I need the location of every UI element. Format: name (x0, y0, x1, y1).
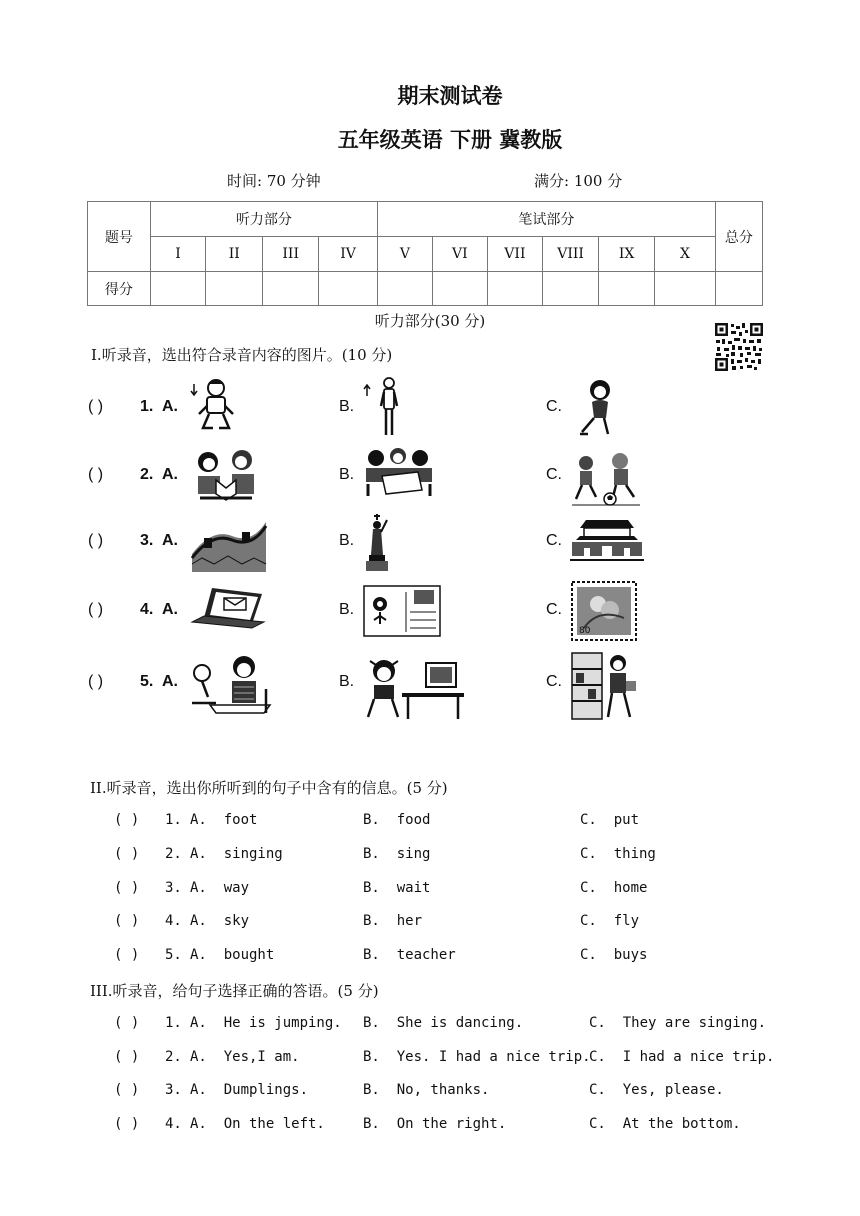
option-label: A. (162, 601, 178, 618)
page-title: 期末测试卷 (397, 84, 503, 108)
option-a: A. bought (190, 947, 275, 964)
section-1-heading: I.听录音，选出符合录音内容的图片。(10 分) (91, 346, 393, 364)
girl-dancing-icon[interactable] (570, 378, 620, 442)
question-number: 4. (165, 1116, 182, 1133)
question-numeral-3: III (263, 237, 319, 272)
option-label: B. (339, 673, 355, 690)
score-cell-5[interactable] (378, 272, 433, 306)
option-label: C. (546, 466, 562, 483)
laptop-email-icon[interactable] (190, 584, 268, 642)
question-numeral-2: II (206, 237, 263, 272)
question-number: 3. (165, 879, 182, 896)
option-c: C. home (580, 879, 648, 896)
score-table (87, 201, 763, 306)
option-a: A. Yes,I am. (190, 1048, 300, 1065)
option-a: A. singing (190, 845, 283, 862)
exam-time: 时间: 70 分钟 (227, 172, 321, 190)
exam-full-score: 满分: 100 分 (534, 172, 623, 190)
great-wall-icon[interactable] (190, 514, 268, 576)
question-number: 1. (165, 812, 182, 828)
question-numeral-10: X (655, 237, 716, 272)
question-number-header: 题号 (88, 202, 151, 272)
option-c: C. put (580, 812, 640, 828)
score-cell-9[interactable] (599, 272, 655, 306)
score-cell-1[interactable] (150, 272, 206, 306)
option-label: B. (339, 398, 355, 415)
answer-blank[interactable]: ( ) (114, 812, 140, 828)
kids-playing-football-icon[interactable] (570, 451, 642, 511)
qr-code-icon (714, 322, 764, 372)
option-b: B. sing (363, 845, 431, 862)
statue-of-liberty-icon[interactable] (362, 512, 392, 576)
option-a: A. foot (190, 812, 258, 828)
question-number: 5. (140, 673, 154, 690)
question-numeral-9: IX (599, 237, 655, 272)
section-3-heading: III.听录音，给句子选择正确的答语。(5 分) (90, 982, 379, 1000)
question-numeral-8: VIII (542, 237, 598, 272)
girl-shopping-icon[interactable] (570, 651, 638, 725)
listening-group-header: 听力部分 (150, 202, 377, 237)
page-subtitle: 五年级英语 下册 冀教版 (337, 128, 563, 152)
question-number: 2. (165, 1048, 182, 1065)
option-b: B. wait (363, 879, 431, 896)
option-a: A. way (190, 879, 250, 896)
score-row-label: 得分 (88, 272, 151, 306)
score-cell-total[interactable] (715, 272, 762, 306)
question-number: 1. (165, 1015, 182, 1031)
option-a: A. Dumplings. (190, 1082, 309, 1099)
option-label: B. (339, 601, 355, 618)
option-c: C. I had a nice trip. (589, 1048, 775, 1065)
question-number: 4. (165, 913, 182, 930)
kids-reading-book-icon[interactable] (190, 448, 262, 508)
question-numeral-5: V (378, 237, 433, 272)
question-numeral-7: VII (487, 237, 542, 272)
question-numeral-6: VI (432, 237, 487, 272)
answer-blank[interactable]: ( ) (114, 913, 140, 930)
option-label: B. (339, 532, 355, 549)
score-cell-8[interactable] (542, 272, 598, 306)
person-standing-up-arrow-icon[interactable] (362, 376, 402, 442)
option-label: A. (162, 466, 178, 483)
answer-blank[interactable]: ( ) (114, 845, 140, 862)
option-b: B. No, thanks. (363, 1082, 490, 1099)
friends-watching-icon[interactable] (362, 446, 436, 504)
written-group-header: 笔试部分 (378, 202, 716, 237)
option-c: C. Yes, please. (589, 1082, 724, 1099)
option-label: C. (546, 601, 562, 618)
option-c: C. They are singing. (589, 1015, 767, 1031)
option-c: C. thing (580, 845, 656, 862)
option-b: B. teacher (363, 947, 456, 964)
option-label: A. (162, 398, 178, 415)
option-b: B. her (363, 913, 423, 930)
score-cell-7[interactable] (487, 272, 542, 306)
boy-writing-lamp-icon[interactable] (190, 653, 276, 723)
answer-blank[interactable]: ( ) (88, 532, 104, 549)
question-number: 3. (165, 1082, 182, 1099)
stamp-icon[interactable] (570, 580, 638, 646)
question-numeral-4: IV (319, 237, 378, 272)
option-b: B. food (363, 812, 431, 828)
question-number: 2. (165, 845, 182, 862)
option-c: C. At the bottom. (589, 1116, 741, 1133)
question-number: 5. (165, 947, 182, 964)
answer-blank[interactable]: ( ) (88, 673, 104, 690)
answer-blank[interactable]: ( ) (114, 879, 140, 896)
answer-blank[interactable]: ( ) (114, 1116, 140, 1133)
option-label: C. (546, 398, 562, 415)
option-c: C. fly (580, 913, 640, 930)
option-a: A. He is jumping. (190, 1015, 342, 1031)
question-number: 3. (140, 532, 154, 549)
option-label: A. (162, 673, 178, 690)
question-number: 4. (140, 601, 154, 618)
answer-blank[interactable]: ( ) (114, 947, 140, 964)
question-numeral-1: I (150, 237, 206, 272)
question-number: 1. (140, 398, 154, 415)
option-label: A. (162, 532, 178, 549)
girl-at-computer-icon[interactable] (362, 657, 466, 727)
score-cell-6[interactable] (432, 272, 487, 306)
option-c: C. buys (580, 947, 648, 964)
option-b: B. She is dancing. (363, 1015, 524, 1031)
option-label: C. (546, 673, 562, 690)
total-header: 总分 (715, 202, 762, 272)
score-cell-4[interactable] (319, 272, 378, 306)
answer-blank[interactable]: ( ) (88, 466, 104, 483)
question-number: 2. (140, 466, 154, 483)
answer-blank[interactable]: ( ) (114, 1048, 140, 1065)
option-label: C. (546, 532, 562, 549)
boy-sitting-down-arrow-icon[interactable] (190, 376, 240, 440)
answer-blank[interactable]: ( ) (114, 1082, 140, 1099)
tiananmen-icon[interactable] (570, 516, 644, 570)
option-label: B. (339, 466, 355, 483)
listening-section-title: 听力部分(30 分) (374, 312, 486, 330)
stamp-value: 80 (579, 626, 591, 636)
section-2-heading: II.听录音，选出你所听到的句子中含有的信息。(5 分) (90, 779, 448, 797)
score-cell-2[interactable] (206, 272, 263, 306)
score-cell-10[interactable] (655, 272, 716, 306)
option-b: B. Yes. I had a nice trip. (363, 1048, 591, 1065)
option-a: A. On the left. (190, 1116, 325, 1133)
option-a: A. sky (190, 913, 250, 930)
score-cell-3[interactable] (263, 272, 319, 306)
postcard-icon[interactable] (362, 584, 442, 642)
answer-blank[interactable]: ( ) (88, 601, 104, 618)
option-b: B. On the right. (363, 1116, 507, 1133)
answer-blank[interactable]: ( ) (88, 398, 104, 415)
answer-blank[interactable]: ( ) (114, 1015, 140, 1031)
